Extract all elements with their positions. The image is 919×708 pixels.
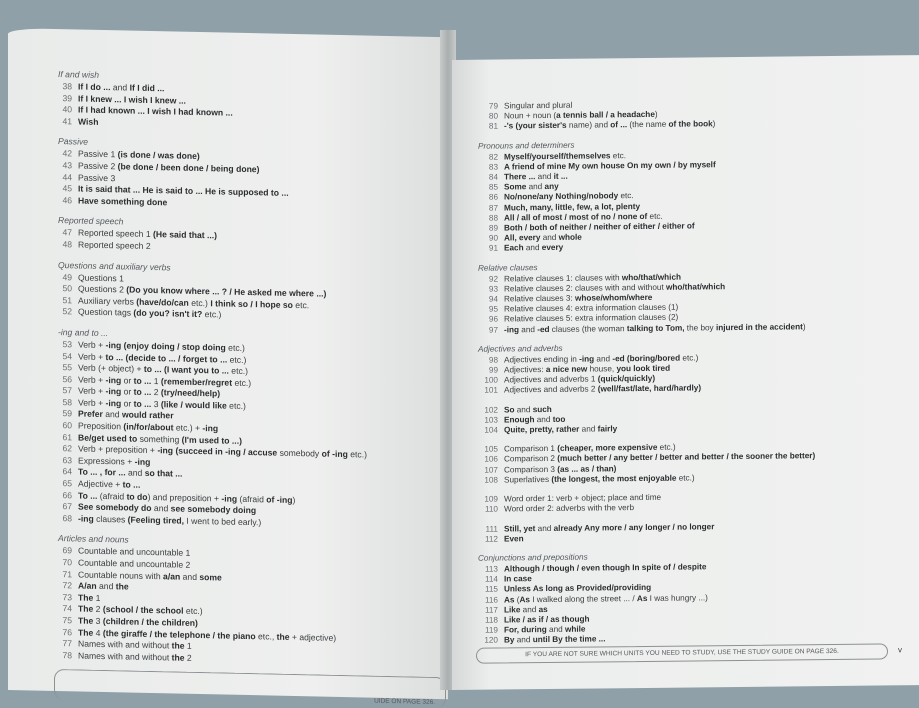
- unit-title: Relative clauses 4: extra information clauses (1): [504, 302, 679, 314]
- study-guide-banner: IF YOU ARE NOT SURE WHICH UNITS YOU NEED TO STUDY, USE THE STUDY GUIDE ON PAGE 326.: [476, 643, 888, 663]
- unit-title: Like / as if / as though: [504, 614, 590, 625]
- unit-title: Some and any: [504, 182, 559, 192]
- unit-title: Passive 2 (be done / been done / being done): [78, 160, 260, 175]
- unit-number: 93: [488, 284, 498, 294]
- unit-number: 100: [484, 375, 498, 385]
- unit-title: Passive 1 (is done / was done): [78, 148, 200, 162]
- unit-title: Be/get used to something (I'm used to ...): [78, 432, 242, 446]
- unit-number: 90: [488, 233, 498, 243]
- right_page-section: [478, 520, 908, 545]
- unit-number: 108: [484, 475, 498, 485]
- unit-number: 116: [484, 595, 498, 605]
- left_page-section: [58, 136, 438, 214]
- page-number: v: [898, 645, 902, 655]
- unit-title: Verb + to ... (decide to ... / forget to ... etc.): [78, 350, 247, 365]
- unit-title: The 1: [78, 592, 101, 603]
- unit-title: The 4 (the giraffe / the telephone / the piano etc., the + adjective): [78, 627, 337, 643]
- unit-number: 96: [488, 314, 498, 325]
- unit-title: Even: [504, 533, 524, 544]
- unit-title: Adjectives and adverbs 2 (well/fast/late, hard/hardly): [504, 383, 702, 395]
- unit-title: Countable nouns with a/an and some: [78, 569, 222, 583]
- unit-number: 47: [62, 227, 72, 238]
- unit-number: 120: [484, 635, 498, 645]
- unit-number: 103: [484, 415, 498, 425]
- unit-number: 48: [62, 239, 72, 250]
- unit-title: Names with and without the 2: [78, 650, 192, 663]
- unit-title: Passive 3: [78, 172, 116, 183]
- unit-number: 104: [484, 425, 498, 435]
- unit-number: 42: [62, 148, 72, 159]
- unit-number: 50: [62, 283, 72, 294]
- section-heading: Conjunctions and prepositions: [478, 552, 588, 563]
- unit-title: Relative clauses 5: extra information clauses (2): [504, 313, 679, 324]
- unit-title: Questions 1: [78, 271, 124, 283]
- unit-number: 63: [62, 454, 72, 466]
- unit-number: 98: [488, 355, 498, 365]
- unit-number: 41: [62, 115, 72, 127]
- unit-number: 78: [62, 649, 72, 661]
- unit-number: 101: [484, 385, 498, 396]
- unit-title: If I do ... and If I did ...: [78, 81, 165, 94]
- unit-number: 61: [62, 431, 72, 442]
- unit-title: Names with and without the 1: [78, 638, 192, 652]
- unit-number: 43: [62, 160, 72, 171]
- unit-title: Singular and plural: [504, 100, 573, 111]
- unit-number: 117: [484, 605, 498, 615]
- unit-number: 115: [484, 584, 498, 594]
- unit-title: Adjectives and adverbs 1 (quick/quickly): [504, 374, 656, 385]
- unit-title: Although / though / even though In spite of / despite: [504, 562, 707, 574]
- unit-number: 46: [62, 194, 72, 206]
- unit-number: 110: [484, 504, 498, 514]
- unit-title: Word order 1: verb + object; place and time: [504, 492, 662, 504]
- unit-number: 79: [488, 101, 498, 111]
- unit-number: 73: [62, 591, 72, 603]
- section-heading: Reported speech: [58, 215, 124, 227]
- unit-number: 65: [62, 478, 72, 489]
- unit-title: See somebody do and see somebody doing: [78, 501, 257, 516]
- unit-title: There ... and it ...: [504, 171, 568, 182]
- right_page-section: [478, 401, 908, 436]
- unit-title: In case: [504, 574, 532, 584]
- unit-title: Unless As long as Provided/providing: [504, 583, 652, 594]
- unit-title: Verb + -ing or to ... 3 (like / would like etc.): [78, 397, 246, 411]
- left-contents-column: [58, 69, 438, 678]
- unit-number: 54: [62, 350, 72, 361]
- unit-number: 40: [62, 104, 72, 115]
- right-contents-column: [478, 97, 908, 655]
- right_page-section: [478, 340, 908, 396]
- unit-title: To ... (afraid to do) and preposition + -ing (afraid of -ing): [78, 490, 296, 505]
- unit-title: It is said that ... He is said to ... He is supposed to ...: [78, 183, 289, 199]
- right_page-section: [478, 97, 908, 132]
- unit-title: All, every and whole: [504, 232, 582, 243]
- unit-title: -ing clauses (Feeling tired, I went to bed early.): [78, 513, 262, 528]
- unit-number: 70: [62, 557, 72, 568]
- unit-title: A friend of mine My own house On my own / by myself: [504, 160, 716, 172]
- unit-title: Wish: [78, 116, 99, 127]
- unit-number: 62: [62, 443, 72, 454]
- unit-title: Noun + noun (a tennis ball / a headache): [504, 110, 658, 121]
- unit-number: 106: [484, 455, 498, 465]
- unit-title: Still, yet and already Any more / any longer / no longer: [504, 521, 715, 533]
- unit-number: 75: [62, 615, 72, 626]
- section-heading: Questions and auxiliary verbs: [58, 259, 171, 272]
- unit-number: 59: [62, 408, 72, 419]
- unit-title: Each and every: [504, 243, 564, 253]
- section-heading: -ing and to ...: [58, 326, 109, 339]
- left_page-section: [58, 69, 438, 135]
- unit-title: Questions 2 (Do you know where ... ? / He asked me where ...): [78, 283, 327, 299]
- unit-title: -'s (your sister's name) and of ... (the name of the book): [504, 119, 716, 131]
- unit-title: Question tags (do you? isn't it? etc.): [78, 306, 222, 320]
- unit-number: 107: [484, 465, 498, 475]
- unit-number: 111: [485, 524, 498, 534]
- unit-title: If I knew ... I wish I knew ...: [78, 93, 186, 106]
- unit-title: Myself/yourself/themselves etc.: [504, 150, 626, 162]
- unit-title: Word order 2: adverbs with the verb: [504, 503, 635, 514]
- unit-title: Adjective + to ...: [78, 478, 141, 490]
- unit-number: 114: [484, 574, 498, 584]
- section-heading: Relative clauses: [478, 262, 538, 273]
- unit-title: Relative clauses 3: whose/whom/where: [504, 292, 653, 304]
- unit-number: 67: [62, 501, 72, 512]
- unit-title: Adjectives ending in -ing and -ed (boring/bored etc.): [504, 353, 699, 365]
- unit-number: 69: [62, 545, 72, 556]
- unit-number: 81: [488, 121, 498, 132]
- unit-number: 92: [488, 274, 498, 284]
- unit-number: 80: [488, 111, 498, 121]
- unit-title: Verb + preposition + -ing (succeed in -ing / accuse somebody of -ing etc.): [78, 443, 367, 460]
- unit-title: Adjectives: a nice new house, you look tired: [504, 363, 671, 375]
- unit-title: For, during and while: [504, 624, 586, 635]
- unit-title: To ... , for ... and so that ...: [78, 466, 183, 480]
- section-heading: Pronouns and determiners: [478, 140, 575, 151]
- unit-number: 44: [62, 171, 72, 182]
- unit-title: Verb + -ing or to ... 1 (remember/regret etc.): [78, 374, 252, 388]
- unit-title: Have something done: [78, 195, 168, 208]
- unit-title: No/none/any Nothing/nobody etc.: [504, 191, 634, 202]
- unit-number: 113: [484, 564, 498, 574]
- unit-title: Relative clauses 2: clauses with and without who/that/which: [504, 281, 726, 294]
- unit-title: Prefer and would rather: [78, 408, 174, 421]
- unit-title: -ing and -ed clauses (the woman talking to Tom, the boy injured in the accident): [504, 321, 806, 335]
- left_page-section: [58, 215, 438, 258]
- right_page-section: [478, 137, 908, 255]
- unit-number: 39: [62, 92, 72, 103]
- unit-title: Enough and too: [504, 414, 566, 425]
- unit-number: 51: [62, 294, 72, 306]
- section-heading: Adjectives and adverbs: [478, 343, 563, 354]
- unit-title: Comparison 2 (much better / any better / better and better / the sooner the better): [504, 451, 816, 464]
- unit-number: 91: [488, 243, 498, 254]
- unit-title: Quite, pretty, rather and fairly: [504, 424, 618, 435]
- unit-number: 94: [488, 294, 498, 304]
- unit-number: 118: [484, 615, 498, 625]
- right_page-section: [478, 549, 908, 646]
- unit-title: Like and as: [504, 604, 548, 615]
- unit-title: Reported speech 1 (He said that ...): [78, 227, 217, 241]
- unit-title: So and such: [504, 404, 552, 415]
- unit-title: Superlatives (the longest, the most enjoyable etc.): [504, 473, 695, 485]
- unit-number: 56: [62, 373, 72, 385]
- unit-number: 88: [488, 213, 498, 223]
- unit-number: 72: [62, 580, 72, 591]
- unit-title: Countable and uncountable 2: [78, 557, 191, 570]
- unit-number: 87: [488, 203, 498, 213]
- section-heading: Passive: [58, 136, 89, 148]
- unit-number: 99: [488, 365, 498, 375]
- unit-number: 74: [62, 603, 72, 614]
- unit-title: As (As I walked along the street ... / As I was hungry ...): [504, 592, 708, 604]
- unit-number: 45: [62, 183, 72, 194]
- unit-title: Auxiliary verbs (have/do/can etc.) I think so / I hope so etc.: [78, 295, 310, 311]
- unit-number: 95: [488, 304, 498, 314]
- unit-title: Comparison 3 (as ... as / than): [504, 463, 617, 475]
- unit-number: 38: [62, 81, 72, 92]
- unit-title: Preposition (in/for/about etc.) + -ing: [78, 420, 219, 434]
- unit-title: Verb + -ing or to ... 2 (try/need/help): [78, 385, 221, 399]
- left_page-section: [58, 260, 438, 326]
- unit-number: 49: [62, 271, 72, 282]
- unit-title: Both / both of neither / neither of either / either of: [504, 221, 695, 233]
- unit-number: 112: [484, 534, 498, 544]
- unit-number: 76: [62, 626, 72, 637]
- unit-number: 58: [62, 397, 72, 408]
- unit-number: 60: [62, 420, 72, 431]
- left_page-section: [58, 327, 438, 532]
- left-banner-text: UIDE ON PAGE 326.: [374, 697, 435, 706]
- unit-title: All / all of most / most of no / none of etc.: [504, 211, 663, 223]
- unit-number: 83: [488, 162, 498, 172]
- unit-number: 77: [62, 638, 72, 649]
- unit-title: Expressions + -ing: [78, 455, 151, 467]
- unit-title: Relative clauses 1: clauses with who/that/which: [504, 272, 682, 284]
- unit-title: Verb (+ object) + to ... (I want you to ... etc.): [78, 362, 249, 377]
- unit-title: By and until By the time ...: [504, 634, 606, 645]
- unit-title: Comparison 1 (cheaper, more expensive etc.): [504, 442, 676, 454]
- unit-number: 53: [62, 339, 72, 350]
- unit-number: 52: [62, 306, 72, 317]
- unit-number: 71: [62, 568, 72, 579]
- unit-number: 57: [62, 385, 72, 396]
- unit-number: 105: [484, 444, 498, 454]
- unit-number: 82: [488, 152, 498, 162]
- unit-number: 102: [484, 405, 498, 415]
- unit-number: 84: [488, 172, 498, 182]
- left_page-section: [58, 533, 438, 669]
- unit-number: 66: [62, 489, 72, 500]
- right_page-section: [478, 490, 908, 515]
- unit-title: Much, many, little, few, a lot, plenty: [504, 201, 641, 213]
- right_page-section: [478, 441, 908, 486]
- unit-number: 55: [62, 362, 72, 373]
- section-heading: If and wish: [58, 69, 100, 80]
- unit-number: 64: [62, 466, 72, 477]
- unit-title: The 2 (school / the school etc.): [78, 603, 203, 617]
- unit-number: 86: [488, 192, 498, 203]
- unit-title: A/an and the: [78, 580, 129, 592]
- unit-title: The 3 (children / the children): [78, 615, 198, 628]
- unit-number: 119: [484, 625, 498, 635]
- unit-number: 97: [488, 325, 498, 335]
- unit-number: 68: [62, 512, 72, 524]
- unit-title: Countable and uncountable 1: [78, 545, 191, 559]
- right-page: [452, 55, 919, 690]
- unit-number: 85: [488, 182, 498, 192]
- unit-title: Verb + -ing (enjoy doing / stop doing etc.): [78, 339, 245, 353]
- unit-title: Reported speech 2: [78, 239, 151, 251]
- unit-number: 109: [484, 494, 498, 504]
- section-heading: Articles and nouns: [58, 533, 129, 545]
- left-page: [8, 28, 448, 706]
- right_page-section: [478, 259, 908, 336]
- unit-title: If I had known ... I wish I had known ...: [78, 104, 233, 118]
- unit-number: 89: [488, 223, 498, 233]
